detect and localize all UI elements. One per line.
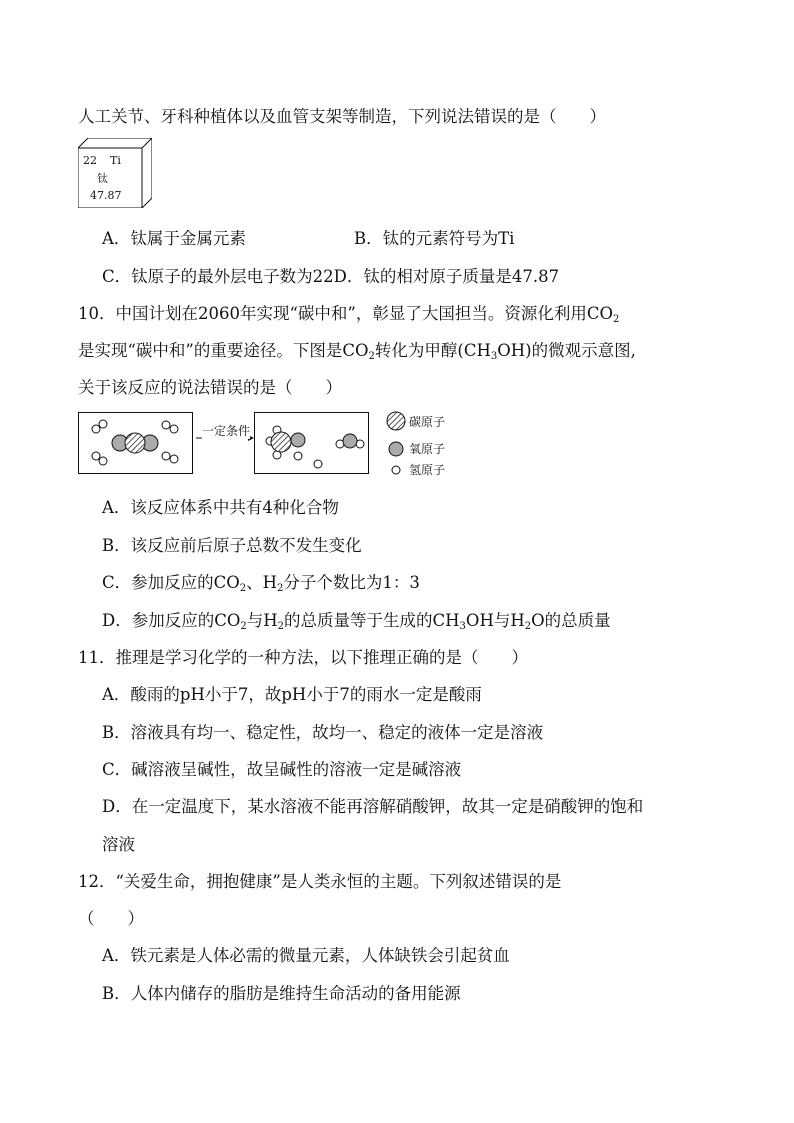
q9-option-b: B．钛的元素符号为Ti bbox=[354, 229, 515, 248]
h2-atom bbox=[162, 452, 170, 460]
co2-carbon-atom bbox=[125, 433, 145, 453]
h2-atom bbox=[99, 457, 107, 465]
extra-hydrogen-atom bbox=[314, 460, 322, 468]
q12-answer-paren: （ ） bbox=[78, 909, 144, 928]
legend-oxygen-icon bbox=[389, 442, 403, 456]
ch3oh-carbon-atom bbox=[271, 432, 291, 452]
h2-atom bbox=[170, 425, 178, 433]
q9-stem: 人工关节、牙科种植体以及血管支架等制造，下列说法错误的是（ ） bbox=[78, 107, 606, 126]
q9-option-c-d bbox=[102, 266, 559, 288]
h2-atom bbox=[99, 420, 107, 428]
legend-carbon-label: 碳原子 bbox=[409, 415, 446, 429]
q11-option-b: B．溶液具有均一、稳定性，故均一、稳定的液体一定是溶液 bbox=[102, 723, 544, 742]
q12-option-b: B．人体内储存的脂肪是维持生命活动的备用能源 bbox=[102, 984, 461, 1003]
q10-option-b: B．该反应前后原子总数不发生变化 bbox=[102, 536, 362, 555]
q10-stem-line3: 关于该反应的说法错误的是（ ） bbox=[78, 378, 342, 397]
q11-stem: 11．推理是学习化学的一种方法，以下推理正确的是（ ） bbox=[78, 648, 528, 667]
element-symbol: Ti bbox=[110, 154, 121, 167]
legend-carbon-icon bbox=[387, 412, 405, 430]
atomic-number: 22 bbox=[83, 154, 97, 167]
q11-option-d-line2: 溶液 bbox=[102, 835, 135, 854]
q10-option-a: A．该反应体系中共有4种化合物 bbox=[102, 498, 339, 517]
q9-option-c: C．钛原子的最外层电子数为22 bbox=[102, 267, 334, 286]
h2-atom bbox=[162, 421, 170, 429]
ch3oh-oxygen-atom bbox=[291, 433, 305, 447]
q12-option-a: A．铁元素是人体必需的微量元素，人体缺铁会引起贫血 bbox=[102, 946, 510, 965]
q10-option-c: C．参加反应的$CO_2$、$H_2$分子个数比为1：3 bbox=[102, 573, 420, 594]
q10-option-d: D．参加反应的$CO_2$与$H_2$的总质量等于生成的$CH_3OH$与$H_2O$的总质量 bbox=[102, 611, 611, 632]
titanium-element-tile bbox=[78, 138, 152, 208]
h2-atom bbox=[92, 425, 100, 433]
q11-option-d-line1: D．在一定温度下，某水溶液不能再溶解硝酸钾，故其一定是硝酸钾的饱和 bbox=[102, 797, 644, 816]
ch3oh-hydrogen-atom bbox=[294, 452, 302, 460]
atomic-mass: 47.87 bbox=[90, 189, 122, 202]
reaction-condition-label: 一定条件 bbox=[202, 424, 251, 438]
q11-option-c: C．碱溶液呈碱性，故呈碱性的溶液一定是碱溶液 bbox=[102, 760, 462, 779]
legend-oxygen-label: 氧原子 bbox=[409, 442, 446, 456]
q9-option-d: D．钛的相对原子质量是47.87 bbox=[333, 267, 560, 286]
h2-atom bbox=[170, 455, 178, 463]
reaction-diagram bbox=[78, 408, 468, 482]
legend-hydrogen-icon bbox=[392, 466, 400, 474]
element-name: 钛 bbox=[97, 172, 108, 185]
q10-stem-line1: 10．中国计划在2060年实现“碳中和”，彰显了大国担当。资源化利用$CO_2$ bbox=[78, 304, 620, 325]
legend-hydrogen-label: 氢原子 bbox=[409, 463, 446, 477]
q12-stem: 12．“关爱生命，拥抱健康”是人类永恒的主题。下列叙述错误的是 bbox=[78, 872, 562, 891]
q11-option-a: A．酸雨的pH小于7，故pH小于7的雨水一定是酸雨 bbox=[102, 685, 482, 704]
q9-option-a: A．钛属于金属元素 bbox=[102, 229, 246, 248]
h2o-oxygen-atom bbox=[343, 434, 357, 448]
q10-stem-line2: 是实现“碳中和”的重要途径。下图是$CO_2$转化为甲醇$(CH_3OH)$的微观示意图, bbox=[78, 341, 636, 362]
h2-atom bbox=[92, 452, 100, 460]
